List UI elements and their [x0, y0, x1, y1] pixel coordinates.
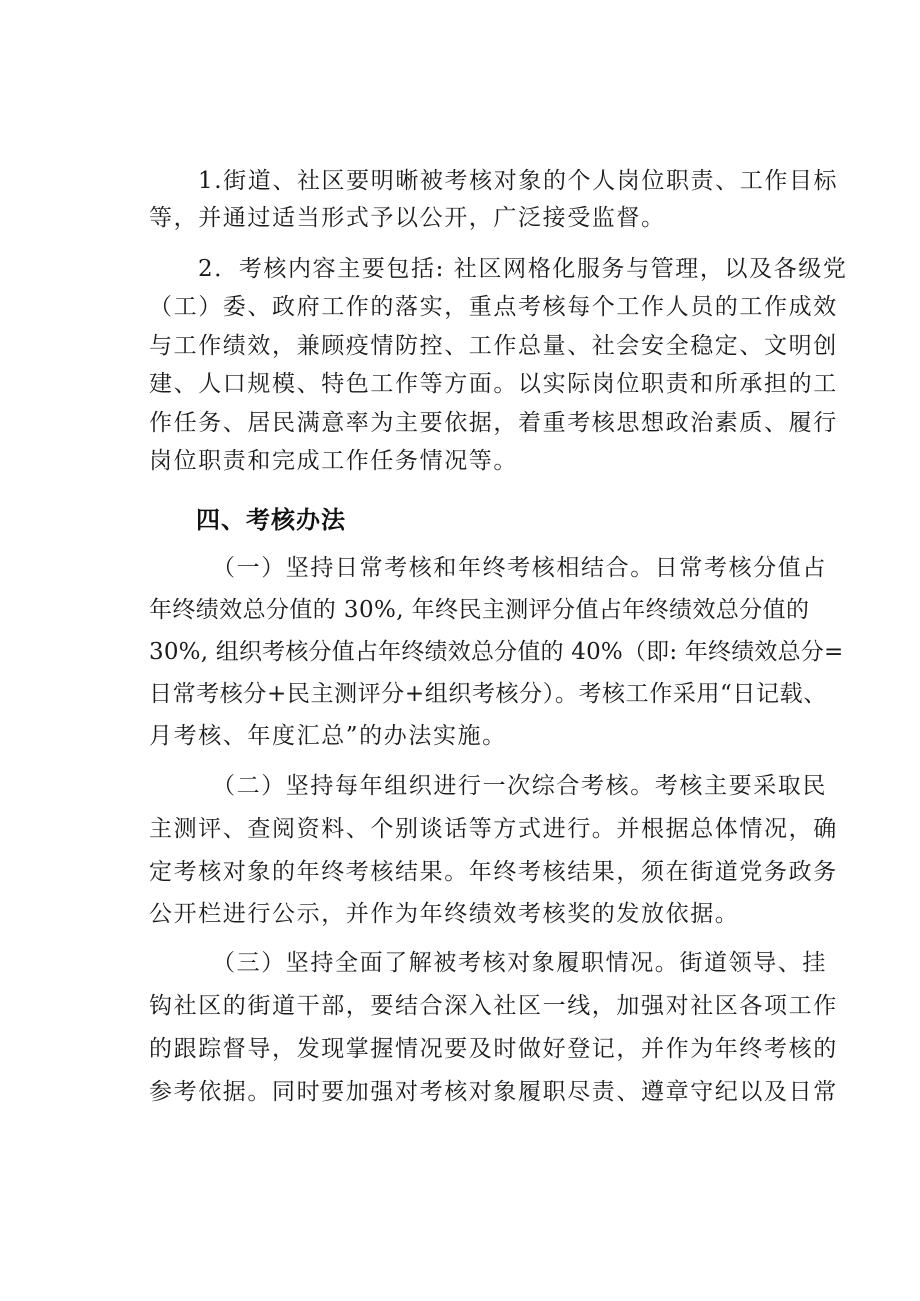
- paragraph-4-line-3: 定考核对象的年终考核结果。年终考核结果，须在街道党务政务: [149, 859, 838, 885]
- paragraph-3-line-4: 日常考核分+民主测评分+组织考核分）。考核工作采用“日记载、: [149, 681, 827, 707]
- paragraph-4-line-4: 公开栏进行公示，并作为年终绩效考核奖的发放依据。: [149, 901, 740, 927]
- paragraph-5-line-1: （三）坚持全面了解被考核对象履职情况。街道领导、挂: [212, 950, 827, 976]
- paragraph-2-line-4: 建、人口规模、特色工作等方面。以实际岗位职责和所承担的工: [149, 371, 838, 397]
- paragraph-2-line-3: 与工作绩效，兼顾疫情防控、工作总量、社会安全稳定、文明创: [149, 333, 838, 359]
- paragraph-5-line-2: 钩社区的街道干部，要结合深入社区一线，加强对社区各项工作: [149, 993, 838, 1019]
- paragraph-2-line-2: （工）委、政府工作的落实，重点考核每个工作人员的工作成效: [149, 294, 838, 320]
- paragraph-3-line-2: 年终绩效总分值的 30%, 年终民主测评分值占年终绩效总分值的: [149, 597, 810, 623]
- paragraph-4-line-1: （二）坚持每年组织进行一次综合考核。考核主要采取民: [212, 773, 827, 799]
- paragraph-2-line-6: 岗位职责和完成工作任务情况等。: [149, 448, 518, 474]
- paragraph-3-line-3: 30%, 组织考核分值占年终绩效总分值的 40%（即: 年终绩效总分=: [149, 639, 844, 665]
- section-heading: 四、考核办法: [196, 506, 346, 534]
- paragraph-3-line-1: （一）坚持日常考核和年终考核相结合。日常考核分值占: [212, 555, 827, 581]
- paragraph-3-line-5: 月考核、年度汇总”的办法实施。: [149, 723, 507, 749]
- paragraph-2-line-1: 2．考核内容主要包括: 社区网格化服务与管理，以及各级党: [198, 256, 848, 282]
- paragraph-4-line-2: 主测评、查阅资料、个别谈话等方式进行。并根据总体情况，确: [149, 816, 838, 842]
- paragraph-5-line-4: 参考依据。同时要加强对考核对象履职尽责、遵章守纪以及日常: [149, 1079, 838, 1105]
- paragraph-5-line-3: 的跟踪督导，发现掌握情况要及时做好登记，并作为年终考核的: [149, 1036, 838, 1062]
- paragraph-2-line-5: 作任务、居民满意率为主要依据，着重考核思想政治素质、履行: [149, 410, 838, 436]
- paragraph-1-line-1: 1.街道、社区要明晰被考核对象的个人岗位职责、工作目标: [198, 168, 839, 194]
- paragraph-1-line-2: 等，并通过适当形式予以公开，广泛接受监督。: [149, 205, 666, 231]
